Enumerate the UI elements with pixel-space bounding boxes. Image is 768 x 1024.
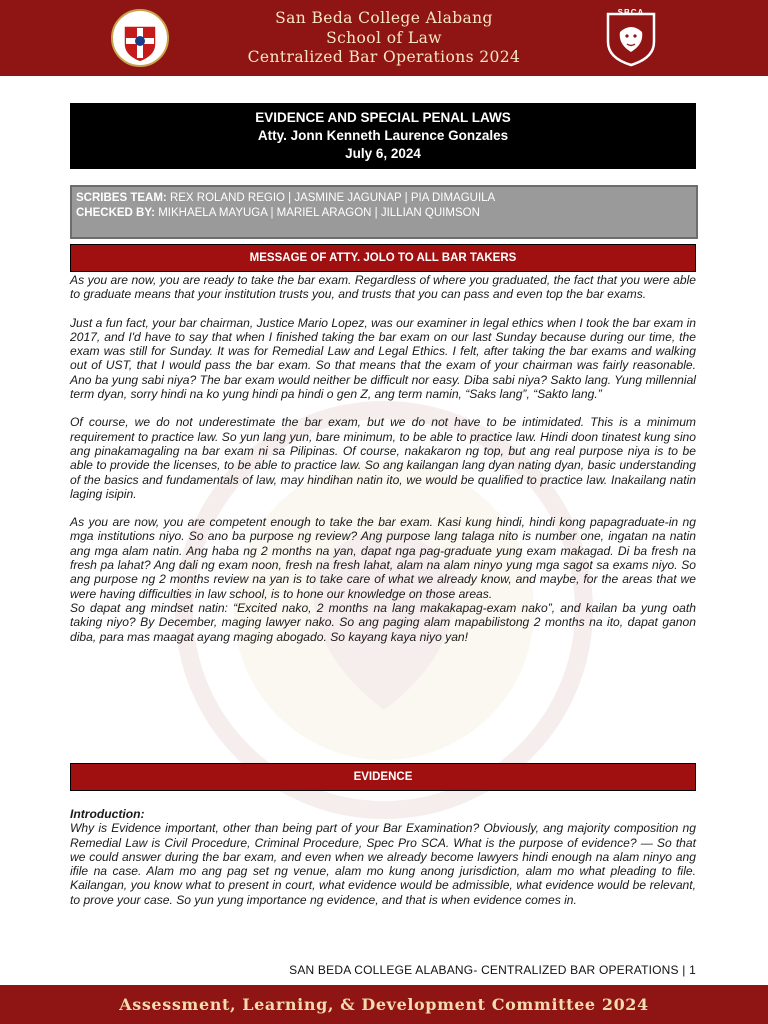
page-header xyxy=(0,0,768,76)
scribes-box xyxy=(70,185,698,239)
sbca-logo-text: SBCA xyxy=(617,8,645,17)
message-paragraph: As you are now, you are competent enough to take the bar exam. Kasi kung hindi, hindi kong papagraduate-in ng mga institutions niyo. So ano ba purpose ng review? Ang purpose lang talaga nito is number one, ingatan na natin ang mga alam natin. Ang haba ng 2 months na yan, dapat nga pag-graduate yung exam makagad. Di ba fresh na fresh pa lahat? Ang dali ng exam noon, fresh na fresh lahat, alam na alam ninyo yung mga sagot sa exams niyo. So ang purpose ng 2 months review na yan is to take care of what we already know, and maybe, for the areas that we were having difficulties in law school, is to hone our knowledge on those areas. xyxy=(70,515,696,601)
header-school-name: School of Law xyxy=(326,28,442,47)
evidence-body xyxy=(70,807,696,907)
header-title-block xyxy=(170,9,598,68)
scribes-label: SCRIBES TEAM: xyxy=(76,192,167,204)
message-paragraph: Of course, we do not underestimate the bar exam, but we do not have to be intimidated. This is a minimum requirement to practice law. So yun lang yun, bare minimum, to be able to practice law. Hindi doon tinatest kung sino ang pinakamagaling na bar exam ni sa Pilipinas. Of course, nakakaron ng top, but ang real purpose niya is to be able to provide the licenses, to be able to practice law. So ang kailangan lang dyan nating dyan, basic understanding of the basics and fundamentals of law, may hindihan natin ito, we would be qualified to practice law. Inakailang natin laging isipin. xyxy=(70,415,696,501)
lecture-subject: EVIDENCE AND SPECIAL PENAL LAWS xyxy=(255,110,511,125)
scribes-line xyxy=(76,191,692,206)
message-section-heading: MESSAGE OF ATTY. JOLO TO ALL BAR TAKERS xyxy=(70,244,696,272)
message-paragraph: Just a fun fact, your bar chairman, Justice Mario Lopez, was our examiner in legal ethics when I took the bar exam in 2017, and I'd have to say that when I finished taking the bar exam on our last Sunday because during our time, the exam was still for Sunday. It was for Remedial Law and Legal Ethics. I felt, after taking the bar exams and walking out of UST, that I would pass the bar exam. So that means that the exam of your chairman was fairly reasonable. Ano ba yung sabi niya? The bar exam would neither be difficult nor easy. Diba sabi niya? Sakto lang. Yung millennial term dyan, sorry hindi na ko yung hindi pa hindi o gen Z, ang term namin, “Saks lang”, “Sakto lang.” xyxy=(70,315,696,402)
college-seal-logo xyxy=(110,8,170,68)
message-paragraph: As you are now, you are ready to take the bar exam. Regardless of where you graduated, the fact that you were able to graduate means that your institution trusts you, and trusts that you can pass and even top the bar exams. xyxy=(70,273,696,302)
message-paragraph: So dapat ang mindset natin: “Excited nako, 2 months na lang makakapag-exam nako”, and kailan ba yung oath taking niyo? By December, maging lawyer nako. So ang paging alam mapabilistong 2 months na ito, dapat ganon diba, para mas maagat ayang maging abogado. So kayang kaya niyo yan! xyxy=(70,600,696,644)
page-footer-label: SAN BEDA COLLEGE ALABANG- CENTRALIZED BAR OPERATIONS | 1 xyxy=(289,963,696,977)
lecture-title-box xyxy=(70,103,696,169)
sbca-lion-logo xyxy=(602,8,660,68)
message-body xyxy=(70,273,696,644)
introduction-paragraph: Why is Evidence important, other than being part of your Bar Examination? Obviously, ang majority composition ng Remedial Law is Civil Procedure, Criminal Procedure, Spec Pro SCA. What is the purpose of evidence? — So that we could answer during the bar exam, and even when we already become lawyers hindi enough na alam ninyo ang ifile na case. Alam mo ang pag set ng venue, alam mo kung anong jurisdiction, alam mo what pleading to file. Kailangan, you know what to present in court, what evidence would be admissible, what evidence would be relevant, to prove your case. So yun yung importance ng evidence, and that is when evidence comes in. xyxy=(70,821,696,907)
checked-names: MIKHAELA MAYUGA | MARIEL ARAGON | JILLIAN QUIMSON xyxy=(158,207,480,219)
scribes-names: REX ROLAND REGIO | JASMINE JAGUNAP | PIA DIMAGUILA xyxy=(169,192,496,204)
introduction-label: Introduction: xyxy=(70,807,145,821)
lecture-date: July 6, 2024 xyxy=(345,146,421,161)
bottom-banner: Assessment, Learning, & Development Committee 2024 xyxy=(0,985,768,1024)
checked-line xyxy=(76,206,692,221)
header-college-name: San Beda College Alabang xyxy=(275,9,493,27)
checked-label: CHECKED BY: xyxy=(76,207,156,219)
evidence-section-heading: EVIDENCE xyxy=(70,763,696,791)
header-operations-name: Centralized Bar Operations 2024 xyxy=(247,48,521,66)
lecture-lecturer: Atty. Jonn Kenneth Laurence Gonzales xyxy=(257,128,509,143)
